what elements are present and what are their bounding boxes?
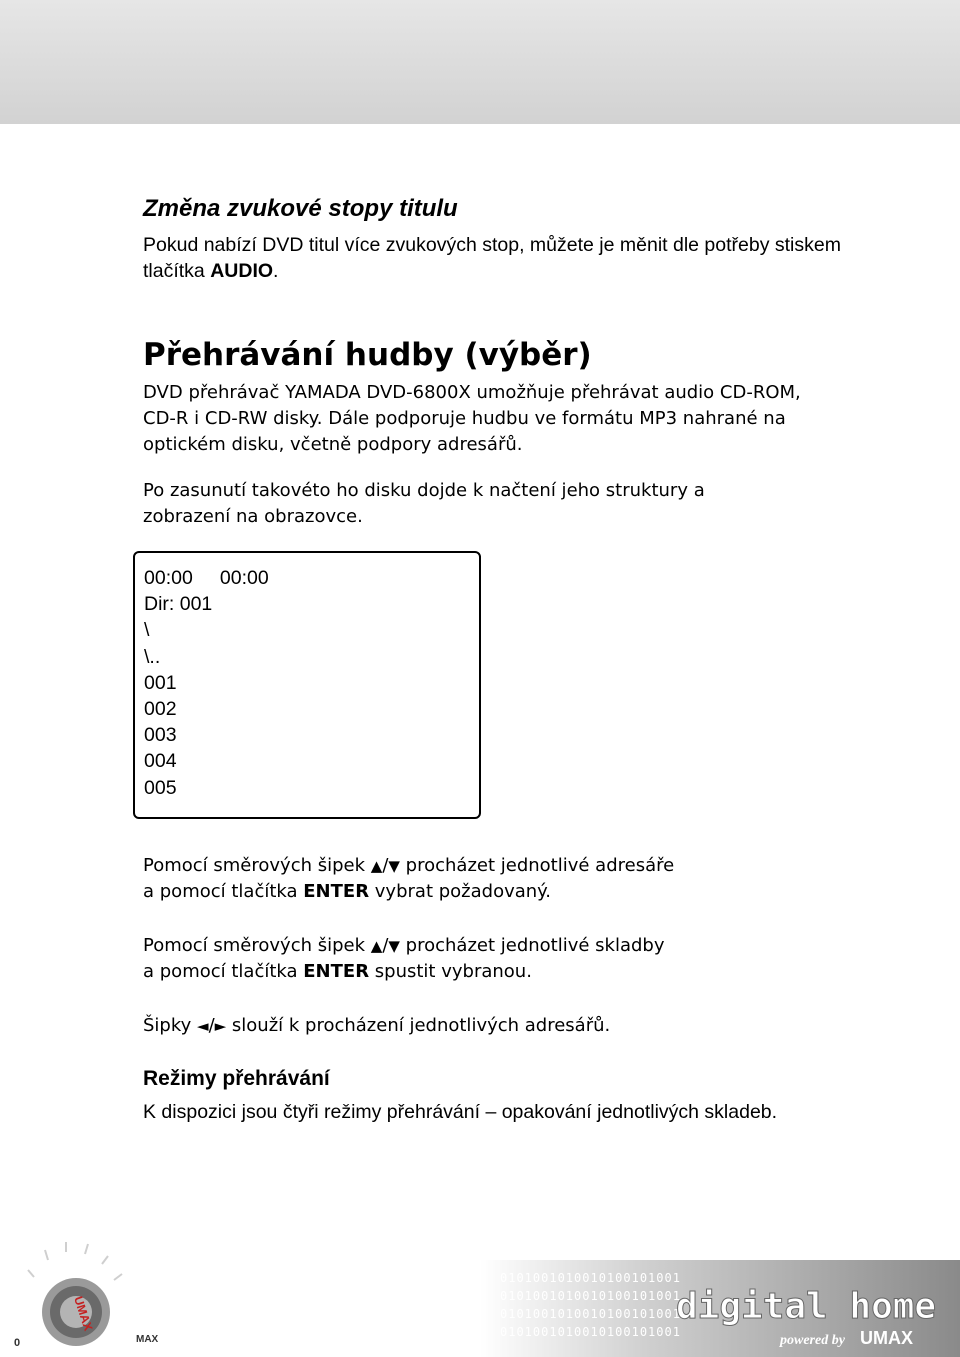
root-entry: \ (144, 619, 150, 642)
list-item: 003 (144, 724, 177, 747)
down-arrow-icon: ▼ (388, 857, 400, 875)
binary-pattern: 0101001010010100101001 (500, 1289, 681, 1303)
playback-modes-paragraph: K dispozici jsou čtyři režimy přehrávání – opakování jednotlivých skladeb. (143, 1101, 778, 1123)
brand-digital-home: digital home (676, 1286, 937, 1327)
header-band (0, 0, 960, 124)
binary-pattern: 0101001010010100101001 (500, 1271, 681, 1285)
music-playback-paragraph: DVD přehrávač YAMADA DVD-6800X umožňuje přehrávat audio CD-ROM, CD-R i CD-RW disky. Dále podporuje hudbu ve formátu MP3 nahrané na optickém disku, včetně podpory adresářů. (143, 382, 801, 455)
nav-dirs-line1: Pomocí směrových šipek ▲/▼ procházet jednotlivé adresáře (143, 855, 675, 876)
instructions (143, 853, 843, 1125)
list-item: 005 (144, 776, 177, 799)
left-arrow-icon: ◄ (197, 1017, 209, 1035)
nav-tracks-line2: a pomocí tlačítka ENTER spustit vybranou. (143, 961, 532, 982)
list-item: 002 (144, 698, 177, 721)
umax-dial-logo (0, 1230, 200, 1357)
binary-pattern: 0101001010010100101001 (500, 1325, 681, 1339)
page-content (143, 194, 843, 530)
directory-screen (133, 551, 481, 819)
dial-zero-label: 0 (14, 1337, 21, 1349)
umax-badge-text: UMAX (71, 1294, 96, 1333)
powered-brand-text: UMAX (860, 1328, 913, 1348)
time-readout: 00:00 00:00 (144, 567, 269, 589)
audio-key-label: AUDIO (210, 260, 274, 282)
disc-structure-paragraph: Po zasunutí takovéto ho disku dojde k načtení jeho struktury a zobrazení na obrazovce. (143, 480, 705, 527)
nav-tracks-line1: Pomocí směrových šipek ▲/▼ procházet jednotlivé skladby (143, 935, 665, 956)
audio-track-paragraph: Pokud nabízí DVD titul více zvukových stop, můžete je měnit dle potřeby stiskem tlačítka AUDIO. (143, 234, 841, 282)
digital-home-brand (480, 1260, 960, 1357)
list-item: 001 (144, 671, 177, 694)
dir-readout: Dir: 001 (144, 593, 213, 616)
section-title-audio-track: Změna zvukové stopy titulu (143, 195, 458, 222)
powered-by-text: powered by (780, 1333, 845, 1348)
up-arrow-icon: ▲ (370, 857, 383, 875)
parent-entry: \.. (144, 645, 161, 668)
lr-arrows-line: Šipky ◄/► slouží k procházení jednotlivých adresářů. (143, 1015, 611, 1036)
nav-dirs-line2: a pomocí tlačítka ENTER vybrat požadovaný. (143, 881, 551, 902)
right-arrow-icon: ► (214, 1017, 227, 1035)
section-title-music-playback: Přehrávání hudby (výběr) (143, 337, 592, 373)
enter-key-label: ENTER (303, 961, 370, 982)
down-arrow-icon: ▼ (388, 937, 400, 955)
list-item: 004 (144, 750, 177, 773)
dial-max-label: MAX (136, 1334, 159, 1345)
enter-key-label: ENTER (303, 881, 370, 902)
binary-pattern: 0101001010010100101001 (500, 1307, 681, 1321)
up-arrow-icon: ▲ (370, 937, 383, 955)
section-title-playback-modes: Režimy přehrávání (143, 1067, 330, 1090)
